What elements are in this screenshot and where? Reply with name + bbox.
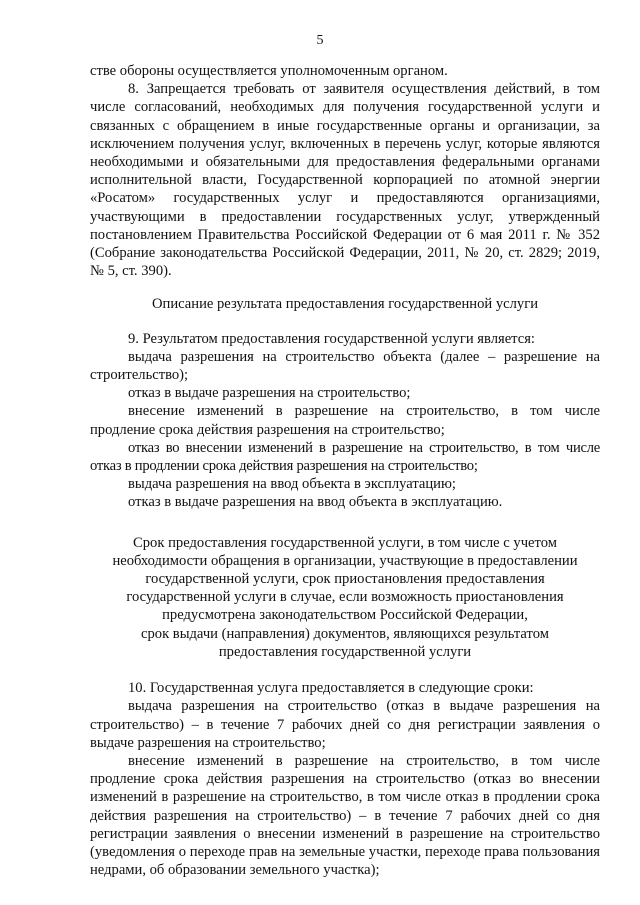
list-item-10a: выдача разрешения на строительство (отказ в выдаче разрешения на строительство) – в течение 7 рабочих дней со дня регистрации заявления о выдаче разрешения на строительство;	[90, 698, 600, 751]
paragraph-10: 10. Государственная услуга предоставляется в следующие сроки:	[128, 680, 534, 697]
heading-line: государственной услуги в случае, если возможность приостановления	[126, 589, 564, 606]
section-heading-result: Описание результата предоставления государственной услуги	[151, 296, 539, 313]
heading-line: государственной услуги, срок приостановления предоставления	[145, 571, 545, 588]
list-item-9b: отказ в выдаче разрешения на строительство;	[128, 385, 411, 402]
heading-line: Срок предоставления государственной услуги, в том числе с учетом	[133, 534, 557, 551]
heading-line: предусмотрена законодательством Российской Федерации,	[162, 607, 528, 624]
page-number: 5	[316, 33, 324, 48]
heading-line: предоставления государственной услуги	[218, 643, 472, 660]
heading-line: срок выдачи (направления) документов, являющихся результатом	[141, 625, 549, 642]
section-heading-terms	[90, 534, 600, 661]
paragraph-9: 9. Результатом предоставления государственной услуги является:	[128, 330, 535, 347]
list-item-9f: отказ в выдаче разрешения на ввод объекта в эксплуатацию.	[128, 494, 503, 511]
list-item-9c: внесение изменений в разрешение на строительство, в том числе продление срока действия разрешения на строительство;	[90, 403, 600, 438]
paragraph-continuation: стве обороны осуществляется уполномоченным органом.	[90, 63, 448, 79]
list-item-9d: отказ во внесении изменений в разрешение на строительство, в том числе отказ в продлении срока действия разрешения на строительство;	[90, 439, 600, 475]
paragraph-8: 8. Запрещается требовать от заявителя осуществления действий, в том числе согласований, необходимых для получения государственной услуги и связанных с обращением в иные государственные органы и организации, за исключением получения услуг, включенных в перечень услуг, которые являются необходимыми и обязательными для предоставления федеральными органами исполнительной власти, Государственной корпорацией по атомной энергии «Росатом» государственных услуг и предоставляются организациями, участвующими в предоставлении государственных услуг, утвержденный постановлением Правительства Российской Федерации от 6 мая 2011 г. № 352 (Собрание законодательства Российской Федерации, 2011, № 20, ст. 2829; 2019, № 5, ст. 390).	[90, 81, 600, 280]
document-body	[90, 62, 600, 879]
list-item-9e: выдача разрешения на ввод объекта в эксплуатацию;	[128, 476, 456, 493]
heading-line: необходимости обращения в организации, участвующие в предоставлении	[112, 552, 578, 569]
list-item-9a: выдача разрешения на строительство объекта (далее – разрешение на строительство);	[90, 348, 600, 384]
list-item-10b: внесение изменений в разрешение на строительство, в том числе продление срока действия разрешения на строительство (отказ во внесении изменений в разрешение на строительство, в том числе отказ в продлении срока действия разрешения на строительство) – в течение 7 рабочих дней со дня регистрации заявления о внесении изменений в разрешение на строительство (уведомления о переходе прав на земельные участки, переходе права пользования недрами, об образовании земельного участка);	[90, 752, 600, 879]
